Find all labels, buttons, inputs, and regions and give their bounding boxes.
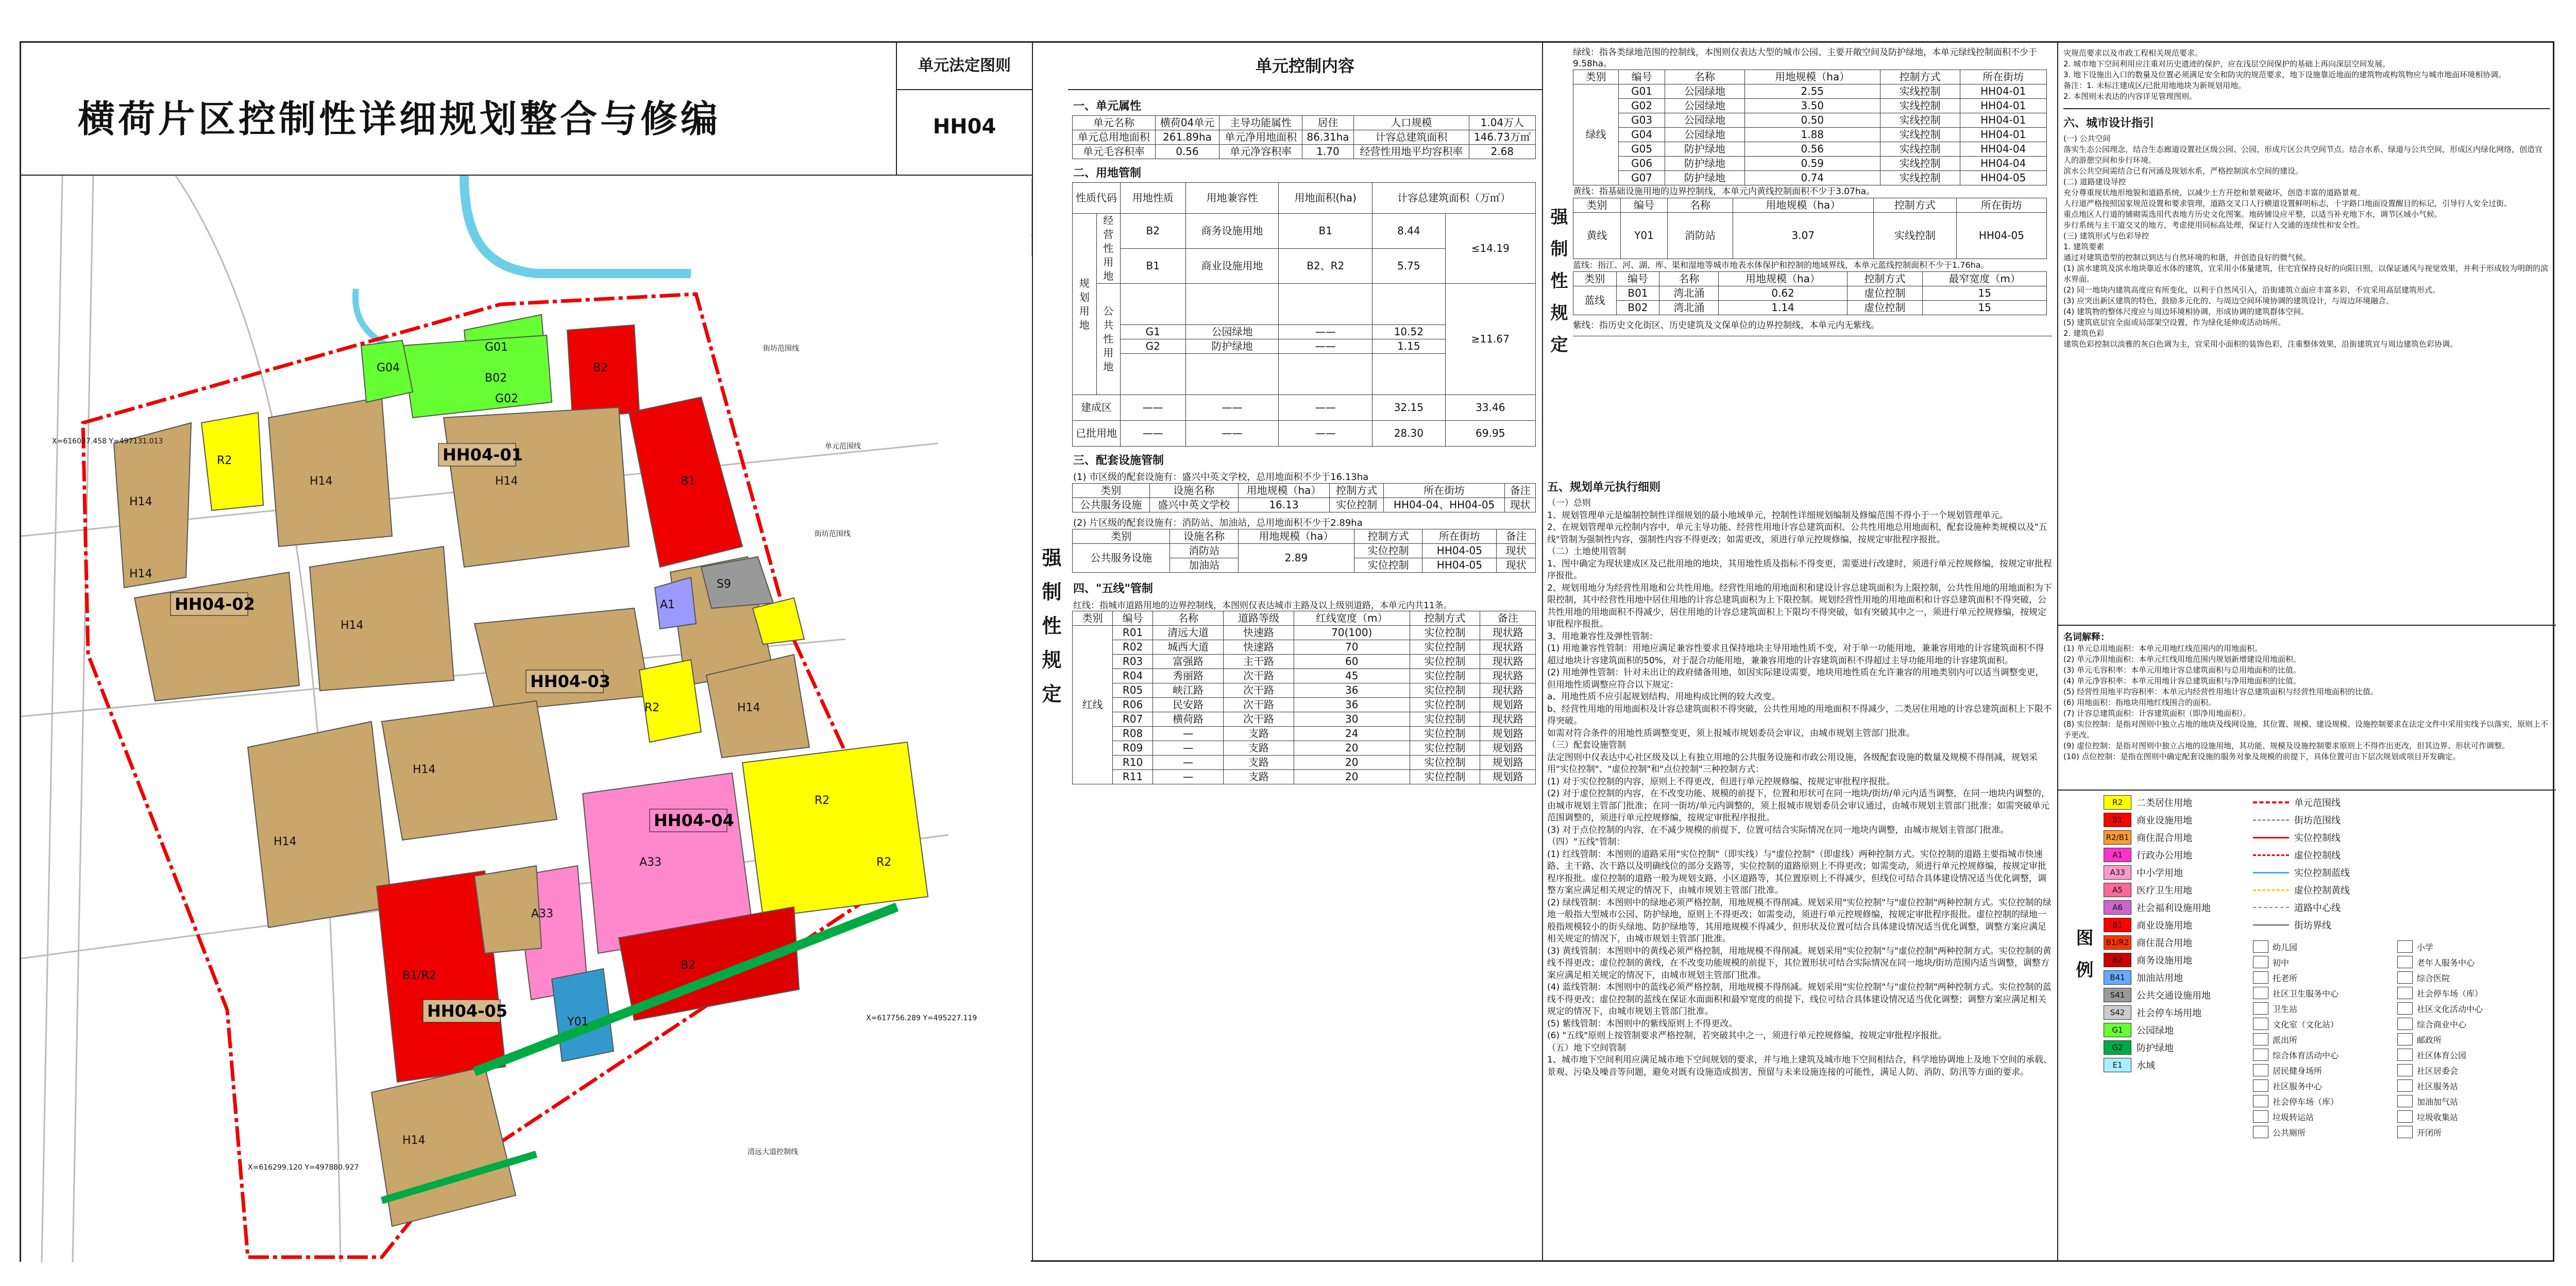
guide-column <box>2057 43 2556 1263</box>
svg-text:H14: H14 <box>402 1134 426 1147</box>
top-text <box>2063 48 2550 102</box>
legend-item-10: B41 加油站用地 <box>2104 969 2248 986</box>
legend-item-2: R2/B1 商住混合用地 <box>2104 829 2248 846</box>
district-label-01: HH04-01 <box>443 445 523 465</box>
rule-18: (1) 红线管制：本图则的道路采用"实位控制"（即实线）与"虚位控制"（即虚线）两种控制方式。实位控制的道路主要指城市快速路、主干路、次干路以及明确线位的部分支路等，实位控制的道路原则上不得更改；如需变动，须进行单元控规修编，按规定审批程序报批。虚位控制的道路一般为规划支路、小区道路等，其位置原则上不得减少，但线位可结合具体建设情况适当优化调整，调整方案应满足相关规定的情况下，由城市规划主管部门批准。 <box>1547 849 2046 896</box>
control-title: 单元控制内容 <box>1068 43 1542 90</box>
legend-item-4: A33 中小学用地 <box>2104 864 2248 881</box>
fac2-table: 类别 设施名称 用地规模（ha） 控制方式 所在街坊 备注 公共服务设施 消防站 2.89 实位控制 HH04-05 现状 加油站 实位控制 HH04-05 现状 <box>1072 529 1536 573</box>
design-line-14: (4) 建筑物的整体尺度应与周边环境相协调，形成协调的建筑群体空间。 <box>2063 307 2309 316</box>
svg-text:X=616037.458 Y=497131.013: X=616037.458 Y=497131.013 <box>52 437 163 445</box>
legend-icon-3: 老年人服务中心 <box>2397 954 2541 970</box>
legend-icon-6: 社区卫生服务中心 <box>2253 985 2397 1001</box>
facility-icon <box>2397 1079 2413 1092</box>
legend-icon-2: 初中 <box>2253 954 2397 970</box>
legend-swatch: B1 <box>2104 813 2131 827</box>
legend-line-4: 实位控制蓝线 <box>2253 864 2387 881</box>
glossary-item-1: (2) 单元净用地面积：本单元红线用地范围内规划新增建设用地面积。 <box>2063 655 2301 664</box>
legend-icon-4: 托老所 <box>2253 970 2397 985</box>
design-line-5: 人行道严格按照国家规范设置和要求管理，道路交叉口人行横道设置鲜明标志，十字路口地面设置醒目的标记，引导行人安全过街。 <box>2063 199 2512 208</box>
design-line-4: 充分尊重现状地形地貌和道路系统，以减少土方开挖和景观破坏，创造丰富的道路景观。 <box>2063 188 2365 197</box>
design-line-1: 落实生态公园理念，结合生态廊道设置社区级公园、公园，形成片区公共空间节点。结合水系、绿道与公共空间，形成区内绿化网络，创造宜人的游憩空间和步行环境。 <box>2063 145 2543 165</box>
glossary-item-9: (10) 点位控制：是指在图则中确定配套设施的服务对象及规模的前提下，具体位置可由下层次规划或项目开发确定。 <box>2063 752 2461 761</box>
glossary-item-0: (1) 单元总用地面积：本单元用地红线范围内的用地面积。 <box>2063 644 2263 653</box>
facility-icon <box>2397 1095 2413 1107</box>
facility-icon <box>2397 971 2413 984</box>
design-line-3: (二) 道路建设导控 <box>2063 177 2126 186</box>
facility-icon <box>2253 1033 2268 1045</box>
legend-swatch: G2 <box>2104 1040 2131 1055</box>
facility-icon <box>2253 1002 2268 1015</box>
facility-icon <box>2253 956 2268 968</box>
facility-icon <box>2397 1002 2413 1015</box>
title-block <box>21 43 897 176</box>
unit-block <box>897 43 1032 176</box>
page-title: 横荷片区控制性详细规划整合与修编 <box>78 97 721 141</box>
legend-line-3: 虚位控制线 <box>2253 846 2387 864</box>
facility-icon <box>2253 987 2268 999</box>
land-use-map[interactable] <box>21 176 1031 1262</box>
legend-icon-16: 居民健身场所 <box>2253 1062 2397 1078</box>
legend-title: 图例 <box>2073 929 2093 992</box>
rule-5: 2、规划用地分为经营性用地和公共性用地。经营性用地的用地面积和建设计容总建筑面积为上限控制，公共性用地的用地面积为下限控制，其中经营性用地中居住用地的计容总建筑面积为上下限控制。规划经营性用地的用地面积和计容总建筑面积不得突破，公共性用地的用地面积不得减少，居住用地的计容总建筑面积上下限均不得突破，如有突破其中之一，须进行单元控规修编，按规定审批程序报批。 <box>1547 582 2052 629</box>
legend-icon-9: 社区文化活动中心 <box>2397 1001 2541 1016</box>
legend-item-6: A6 社会福利设施用地 <box>2104 899 2248 916</box>
facility-icon <box>2253 1079 2268 1092</box>
legend-icon-19: 社区服务站 <box>2397 1078 2541 1093</box>
design-line-17: 建筑色彩控制以淡雅的灰白色调为主，宜采用小面积的装饰色彩，注重整体效果，沿街建筑宜与周边建筑色彩协调。 <box>2063 339 2458 349</box>
design-line-16: 2. 建筑色彩 <box>2063 329 2105 338</box>
facility-icon <box>2397 1110 2413 1123</box>
svg-text:单元范围线: 单元范围线 <box>825 442 861 451</box>
rule-25: 1、城市地下空间利用应满足城市地下空间规划的要求，并与地上建筑及城市地下空间相结合，科学地协调地上及地下空间的承载、景观、污染及噪音等问题，避免对既有设施造成损害，预留与未来设施连接的可能性，满足人防、消防、防汛等方面的要求。 <box>1547 1055 2052 1077</box>
facility-icon <box>2397 1049 2413 1061</box>
land-table: 性质代码 用地性质 用地兼容性 用地面积(ha) 计容总建筑面积（万㎡） 规划用地 经营性用地 B2 商务设施用地 B1 8.44 ≤14.19 B1 商业设施用地 B2、R2 5.75 公共性用地 ≥11.67 G1 公园绿地 —— 10.52 G2 防护绿地 —— 1.15 建成区 —— —— —— 32.15 33.46 已批用地 —— —— —— 28.30 69.95 <box>1072 182 1536 447</box>
legend-icon-8: 卫生站 <box>2253 1001 2397 1016</box>
glossary-item-4: (5) 经营性用地平均容积率：本单元内经营性用地计容总建筑面积与经营性用地面积的比值。 <box>2063 687 2379 696</box>
legend-swatch: A6 <box>2104 900 2131 915</box>
svg-text:B1/R2: B1/R2 <box>402 969 436 982</box>
fac1-title: (1) 市区级的配套设施有：盛兴中英文学校，总用地面积不少于16.13ha <box>1073 472 1369 483</box>
section-1: 一、单元属性 <box>1073 100 1142 113</box>
svg-text:街坊范围线: 街坊范围线 <box>815 530 851 538</box>
blue-table: 类别 编号 名称 用地规模（ha） 控制方式 最窄宽度（m） 蓝线 B01 湾北涌 0.62 虚位控制 15 B02 湾北涌 1.14 虚位控制 15 <box>1573 271 2047 315</box>
svg-text:G02: G02 <box>495 392 519 405</box>
svg-text:B1: B1 <box>681 475 696 488</box>
svg-text:A1: A1 <box>660 598 675 611</box>
unit-code: HH04 <box>933 115 996 139</box>
yellow-table: 类别 编号 名称 用地规模（ha） 控制方式 所在街坊 黄线 Y01 消防站 3.07 实线控制 HH04-05 <box>1573 198 2047 259</box>
legend-icon-22: 垃圾转运站 <box>2253 1109 2397 1124</box>
legend-swatch: A1 <box>2104 848 2131 862</box>
rule-15: (2) 对于虚位控制的内容，在不改变功能、规模的前提下，位置和形状可在同一地块/街坊/单元内适当调整，在同一地块内调整的，由城市规划主管部门批准；在同一街坊/单元内调整的，须上报城市规划委员会审议通过，由城市规划主管部门批准；如需突破单元范围调整的，须进行单元控规修编，按规定审批程序报批。 <box>1547 788 2050 823</box>
district-label-05: HH04-05 <box>427 1001 507 1021</box>
top-line-0: 灾规范要求以及市政工程相关规范要求。 <box>2063 48 2203 58</box>
parcel-r2-b <box>639 660 701 742</box>
rule-23: (6) "五线"原则上按管制要求严格控制，若突破其中之一，须进行单元控规修编，按规定审批程序报批。 <box>1547 1031 1947 1041</box>
glossary-item-7: (8) 实位控制：是指对图则中独立占地的地块及线网设施，其位置、规模、建设规模、设施控制要求在法定文件中采用实线予以落实，原则上不予更改。 <box>2063 719 2549 740</box>
legend-item-5: A5 医疗卫生用地 <box>2104 881 2248 899</box>
legend-swatch: E1 <box>2104 1058 2131 1072</box>
facility-icon <box>2397 987 2413 999</box>
rule-7: (1) 用地兼容性管制：用地应满足兼容性要求且保持地块主导用地性质不变，对于单一功能用地，兼兼容用地的计容建筑面积不得超过地块计容建筑面积的50%，对于混合功能用地，兼兼容用地的计容建筑面积不得超过主导功能用地的计容建筑面积。 <box>1547 643 2044 666</box>
legend-lines <box>2253 794 2387 934</box>
facility-icon <box>2397 940 2413 953</box>
district-label-02: HH04-02 <box>175 594 255 614</box>
legend-swatch: B1/R2 <box>2104 935 2131 950</box>
legend-item-0: R2 二类居住用地 <box>2104 794 2248 811</box>
legend-icon-12: 派出所 <box>2253 1032 2397 1047</box>
svg-text:X=616299.120 Y=497880.927: X=616299.120 Y=497880.927 <box>248 1163 359 1172</box>
legend-icon-5: 综合医院 <box>2397 970 2541 985</box>
legend-icon-17: 社区居委会 <box>2397 1062 2541 1078</box>
rule-2: 2、在规划管理单元控制内容中，单元主导功能、经营性用地计容总建筑面积、公共性用地总用地面积、配套设施种类规模以及"五线"管制为强制性内容，强制性内容不得更改；如需更改，须进行单元控规修编，按规定审批程序报批。 <box>1547 522 2047 545</box>
top-line-4: 2. 本图则未表达的内容详见管理图则。 <box>2063 92 2197 101</box>
legend-item-7: B1 商业设施用地 <box>2104 916 2248 934</box>
mandatory-label-2: 强制性规定 <box>1547 208 1568 367</box>
legend-line-2: 实位控制线 <box>2253 829 2387 846</box>
top-line-3: 备注：1. 未标注建成区/已批用地地块为新规划用地。 <box>2063 81 2246 90</box>
facility-icon <box>2253 1095 2268 1107</box>
red-desc: 红线：指城市道路用地的边界控制线，本图则仅表达城市主路及以上级别道路，本单元内共11条。 <box>1073 601 1452 611</box>
section-6: 六、城市设计指引 <box>2063 108 2550 130</box>
facility-icon <box>2397 956 2413 968</box>
fac2-title: (2) 片区级的配套设施有：消防站、加油站，总用地面积不少于2.89ha <box>1073 518 1363 528</box>
design-line-15: (5) 建筑底层宜全面或局部架空设置，作为绿化延伸或活动场所。 <box>2063 318 2286 327</box>
red-table: 类别 编号 名称 道路等级 红线宽度（m） 控制方式 备注 红线 R01 清远大道 快速路 70(100) 实位控制 现状路 R02 城西大道 快速路 70 实位控制 现状路 R03 富强路 主干路 60 实位控制 现状路 R04 秀丽路 次干路 45 实位控制 现状路 R05 峡江路 次干路 36 实位控制 现状路 R06 民安路 次干路 36 实位控制 规划路 R07 横荷路 次干路 30 实位控制 现状路 R08 — 支路 24 实位控制 规划路 R09 — 支路 20 实位控制 规划路 R10 — 支路 20 实位控制 规划路 R11 — 支路 20 实位控制 规划路 <box>1072 611 1536 784</box>
svg-text:街坊范围线: 街坊范围线 <box>763 345 799 353</box>
glossary-text <box>2063 643 2550 762</box>
svg-text:R2: R2 <box>815 794 830 807</box>
parcel-r2-c <box>742 742 928 917</box>
facility-icon <box>2397 1126 2413 1138</box>
legend-icon-20: 社会停车场（库） <box>2253 1093 2397 1109</box>
top-line-1: 2. 城市地下空间利用应注重对历史遗迹的保护，应在浅层空间保护的基础上再向深层空间发展。 <box>2063 59 2391 68</box>
legend-icon-21: 加油加气站 <box>2397 1093 2541 1109</box>
top-line-2: 3. 地下设施出入口的数量及位置必须满足安全和防灾的规范要求，地下设施靠近地面的建筑物或构筑物应与城市地面环境相协调。 <box>2063 70 2506 79</box>
glossary-item-8: (9) 虚位控制：是指对图则中独立占地的设施用地，其功能、规模及设施控制要求原则上不得作出更改，但其边界、形状可作调整。 <box>2063 741 2510 750</box>
district-label-04: HH04-04 <box>654 811 734 830</box>
rule-9: a、用地性质不应引起规划结构、用地构成比例的较大改变。 <box>1547 692 1781 702</box>
facility-icon <box>2253 1049 2268 1061</box>
legend-icon-11: 综合商业中心 <box>2397 1016 2541 1032</box>
legend-icon-15: 社区体育公园 <box>2397 1047 2541 1062</box>
rules-text <box>1547 498 2052 1078</box>
section-5: 五、规划单元执行细则 <box>1547 481 1661 494</box>
rule-3: （二）土地使用管制 <box>1547 546 1626 557</box>
svg-text:Y01: Y01 <box>567 1016 589 1028</box>
glossary-item-3: (4) 单元净容积率：本单元用地计容总建筑面积与净用地面积的比值。 <box>2063 676 2301 685</box>
rule-1: 1、规划管理单元是编制控制性详细规划的最小地域单元，控制性详细规划编制及修编范围不得小于一个规划管理单元。 <box>1547 510 2008 521</box>
legend-icon-1: 小学 <box>2397 939 2541 954</box>
facility-icon <box>2253 1126 2268 1138</box>
rule-4: 1、图中确定为现状建成区及已批用地的地块，其用地性质及指标不得变更，需要进行改建时，须进行单元控规修编，按规定审批程序报批。 <box>1547 558 2052 581</box>
legend-swatch: G1 <box>2104 1023 2131 1037</box>
svg-text:A33: A33 <box>531 907 554 920</box>
svg-text:H14: H14 <box>737 701 760 714</box>
design-text <box>2063 133 2550 350</box>
legend-swatch: B2 <box>2104 953 2131 967</box>
section-2: 二、用地管制 <box>1073 167 1142 180</box>
parcel-r2-a <box>201 413 263 510</box>
rule-24: （五）地下空间管制 <box>1547 1042 1626 1053</box>
facility-icon <box>2397 1064 2413 1076</box>
legend-item-11: S41 公共交通设施用地 <box>2104 986 2248 1004</box>
legend-swatch: B1 <box>2104 918 2131 932</box>
legend-line-7: 街坊界线 <box>2253 916 2387 934</box>
district-label-03: HH04-03 <box>530 672 611 691</box>
attr-table: 单元名称 横荷04单元 主导功能属性 居住 人口规模 1.04万人 单元总用地面积 261.89ha 单元净用地面积 86.31ha 计容总建筑面积 146.73万㎡ 单元毛容积率 0.56 单元净容积率 1.70 经营性用地平均容积率 2.68 <box>1072 115 1536 159</box>
svg-text:X=617756.289 Y=495227.119: X=617756.289 Y=495227.119 <box>866 1014 977 1022</box>
plan-type: 单元法定图则 <box>897 43 1032 90</box>
svg-text:S9: S9 <box>717 578 731 591</box>
svg-text:H14: H14 <box>310 475 333 488</box>
rule-11: 如需对符合条件的用地性质调整变更，须上报城市规划委员会审议，由城市规划主管部门批准。 <box>1547 728 1915 739</box>
svg-text:H14: H14 <box>495 475 518 488</box>
legend-item-1: B1 商业设施用地 <box>2104 811 2248 829</box>
legend-icon-18: 社区服务中心 <box>2253 1078 2397 1093</box>
legend-icon-7: 社会停车场（库） <box>2397 985 2541 1001</box>
green-desc: 绿线：指各类绿地范围的控制线，本图则仅表达大型的城市公园、主要开敞空间及防护绿地，本单元绿线控制面积不少于9.58ha。 <box>1573 47 2037 69</box>
design-line-12: (2) 同一地块内建筑高度应有所变化，以利于自然风引入，沿街建筑立面应丰富多彩，不宜采用高层建筑形式。 <box>2063 285 2441 295</box>
legend-item-12: S42 社会停车场用地 <box>2104 1004 2248 1021</box>
rule-0: （一）总则 <box>1547 498 1591 508</box>
svg-text:B2: B2 <box>593 362 608 374</box>
legend-item-14: G2 防护绿地 <box>2104 1039 2248 1056</box>
svg-text:H14: H14 <box>274 835 297 848</box>
yellow-desc: 黄线：指基础设施用地的边界控制线，本单元内黄线控制面积不少于3.07ha。 <box>1573 186 1875 197</box>
svg-text:R2: R2 <box>645 701 660 714</box>
mandatory-label: 强制性规定 <box>1039 547 1061 717</box>
svg-text:R2: R2 <box>876 856 892 869</box>
svg-text:H14: H14 <box>341 619 364 632</box>
green-table: 类别 编号 名称 用地规模（ha） 控制方式 所在街坊 绿线 G01 公园绿地 2.55 实线控制 HH04-01 G02 公园绿地 3.50 实线控制 HH04-01 G03 公园绿地 0.50 实线控制 HH04-01 G04 公园绿地 1.88 实线控制 HH04-01 G05 防护绿地 0.56 实线控制 HH04-04 G06 防护绿地 0.59 实线控制 HH04-04 G07 防护绿地 0.74 实线控制 HH04-05 <box>1573 70 2047 185</box>
facility-icon <box>2253 971 2268 984</box>
facility-icon <box>2253 940 2268 953</box>
legend-icon-25: 开闭所 <box>2397 1124 2541 1140</box>
svg-text:清远大道控制线: 清远大道控制线 <box>748 1148 798 1156</box>
rule-14: (1) 对于实位控制的内容，原则上不得更改，但进行单元控规修编、按规定审批程序报批。 <box>1547 776 1895 787</box>
blue-desc: 蓝线：指江、河、湖、库、渠和湿地等城市地表水体保护和控制的地域界线，本单元蓝线控制面积不少于1.76ha。 <box>1573 260 1989 270</box>
legend-swatch: S41 <box>2104 988 2131 1002</box>
facility-icon <box>2253 1018 2268 1030</box>
svg-text:H14: H14 <box>129 495 152 508</box>
svg-text:A33: A33 <box>639 856 662 869</box>
rule-13: 法定图则中仅表达中心社区级及以上有独立用地的公共服务设施和市政公用设施，各级配套设施的数量及规模不得削减，规划采用"实位控制"、"虚位控制"和"点位控制"三种控制方式： <box>1547 752 2038 775</box>
legend-swatch: S42 <box>2104 1005 2131 1020</box>
legend-line-0: 单元范围线 <box>2253 794 2387 811</box>
svg-text:G04: G04 <box>377 362 400 374</box>
design-line-9: 1. 建筑要素 <box>2063 242 2105 251</box>
legend-item-15: E1 水域 <box>2104 1056 2248 1074</box>
legend-line-5: 虚位控制黄线 <box>2253 881 2387 899</box>
section-4: 四、"五线"管制 <box>1073 582 1153 595</box>
legend-icon-23: 垃圾收集站 <box>2397 1109 2541 1124</box>
legend-icon-14: 综合体育活动中心 <box>2253 1047 2397 1062</box>
legend-swatch: R2/B1 <box>2104 830 2131 845</box>
facility-icon <box>2397 1033 2413 1045</box>
legend-icon-13: 邮政所 <box>2397 1032 2541 1047</box>
rule-20: (3) 黄线管制：本图则中的黄线必须严格控制，用地规模不得削减。规划采用"实位控制"与"虚位控制"两种控制方式。实位控制的黄线不得更改；虚位控制的黄线，在不改变功能规模的前提下，其位置形状可结合实际情况在同一地块/街坊范围内适当调整，调整方案应满足相关规定的情况下，由城市规划主管部门批准。 <box>1547 946 2052 981</box>
design-line-0: (一) 公共空间 <box>2063 134 2111 143</box>
legend-item-13: G1 公园绿地 <box>2104 1021 2248 1039</box>
legend-icon-0: 幼儿园 <box>2253 939 2397 954</box>
legend-icon-24: 公共厕所 <box>2253 1124 2397 1140</box>
design-line-8: (三) 建筑形式与色彩导控 <box>2063 231 2149 241</box>
rule-21: (4) 蓝线管制：本图则中的蓝线必须严格控制，用地规模不得削减。规划采用"实位控制"与"虚位控制"两种控制方式。实位控制的蓝线不得更改；虚位控制的蓝线在保证水面面积和最窄宽度的前提下，线位可结合具体建设情况适当优化调整；调整方案应满足相关规定的情况下，由城市规划主管部门批准。 <box>1547 982 2052 1017</box>
design-line-7: 步行系统与主干道交叉的地方，考虑使用同标高处理，保证行人交通的连续性和安全性。 <box>2063 220 2365 230</box>
legend-line-1: 街坊范围线 <box>2253 811 2387 829</box>
glossary-item-6: (7) 计容总建筑面积：计容建筑面积（即净用地面积）。 <box>2063 709 2251 718</box>
svg-text:B2: B2 <box>681 959 696 972</box>
design-line-11: (1) 滨水建筑及滨水地块靠近水体的建筑，宜采用小体量建筑，住宅宜保持良好的向阳日照，以保证通风与视觉效果，并利于形成较为明朗的滨水界面。 <box>2063 264 2549 284</box>
purple-desc: 紫线：指历史文化街区、历史建筑及文保单位的边界控制线，本单元内无紫线。 <box>1573 315 2052 336</box>
svg-text:B02: B02 <box>485 372 507 385</box>
rule-10: b、经营性用地的用地面积及计容总建筑面积不得突破，公共性用地的用地面积不得减少，二类居住用地的计容总建筑面积上下限不得突破。 <box>1547 704 2052 726</box>
rule-8: (2) 用地弹性管制：针对未出让的政府储备用地，如因实际建设需要，地块用地性质在允许兼容的用地类别内可以适当调整变更，但用地性质调整应符合以下规定： <box>1547 667 2044 690</box>
parcel-y01 <box>552 969 614 1061</box>
design-line-2: 滨水公共空间需结合已有河涌及规划水系，严格控制滨水空间的建设。 <box>2063 166 2303 176</box>
section-3: 三、配套设施管制 <box>1073 454 1164 467</box>
legend-icon-10: 文化室（文化站） <box>2253 1016 2397 1032</box>
parcel-h14-a <box>114 423 191 588</box>
svg-text:H14: H14 <box>129 568 152 580</box>
design-line-6: 重点地区人行道的铺砌需选用代表地方历史文化图案。地砖铺设应平整，以适当补充地下水，调节区域小气候。 <box>2063 210 2443 219</box>
legend-swatch: A5 <box>2104 883 2131 897</box>
plan-sheet <box>20 41 2554 1262</box>
rule-17: （四）"五线"管制： <box>1547 837 1625 847</box>
control-column <box>1032 43 1542 1263</box>
rule-19: (2) 绿线管制：本图则中的绿地必须严格控制，用地规模不得削减。规划采用"实位控制"与"虚位控制"两种控制方式。实位控制的绿地一般指大型城市公园、防护绿地，原则上不得更改；如需变动，须进行单元控规修编，按规定审批程序报批。虚位控制的绿地一般指规模较小的街头绿地、防护绿地等，其用地规模不得减少，但形状及位置可结合具体建设情况适当优化调整，调整方案应满足相关规定的情况下，由城市规划主管部门批准。 <box>1547 897 2052 944</box>
legend-swatch: R2 <box>2104 795 2131 810</box>
legend-item-9: B2 商务设施用地 <box>2104 951 2248 969</box>
design-line-10: 通过对建筑造型的控制以到达与自然环境的和谐，并创造良好的微气候。 <box>2063 253 2311 262</box>
svg-text:R2: R2 <box>217 454 232 467</box>
rule-12: （三）配套设施管制 <box>1547 740 1626 750</box>
facility-icon <box>2253 1064 2268 1076</box>
glossary-item-5: (6) 用地面积：指地块用地红线围合的面积。 <box>2063 698 2216 707</box>
rule-6: 3、用地兼容性及弹性管制： <box>1547 631 1658 642</box>
facility-icon <box>2253 1110 2268 1123</box>
legend-item-3: A1 行政办公用地 <box>2104 846 2248 864</box>
svg-text:G01: G01 <box>485 341 509 354</box>
rule-22: (5) 紫线管制：本图则中的紫线原则上不得更改。 <box>1547 1018 1738 1029</box>
glossary-title: 名词解释： <box>2063 632 2110 643</box>
legend-swatch: A33 <box>2104 865 2131 880</box>
legend-item-8: B1/R2 商住混合用地 <box>2104 934 2248 951</box>
legend-swatch: B41 <box>2104 970 2131 985</box>
rule-16: (3) 对于点位控制的内容，在不减少规模的前提下，位置可结合实际情况在同一地块内调整，由城市规划主管部门批准。 <box>1547 825 2009 835</box>
glossary-item-2: (3) 单元毛容积率：本单元用地计容总建筑面积与总用地面积的比值。 <box>2063 665 2301 675</box>
fac1-table: 类别 设施名称 用地规模（ha） 控制方式 所在街坊 备注 公共服务设施 盛兴中英文学校 16.13 实位控制 HH04-04、HH04-05 现状 <box>1072 483 1536 512</box>
legend-line-6: 道路中心线 <box>2253 899 2387 916</box>
facility-icon <box>2397 1018 2413 1030</box>
legend-fills <box>2104 794 2248 1074</box>
design-line-13: (3) 应突出新区建筑的特色，鼓励多元化的、与周边空间环境协调的建筑设计，与周边环境融合。 <box>2063 296 2394 305</box>
lines-column <box>1542 43 2057 1263</box>
svg-text:H14: H14 <box>413 763 436 776</box>
legend-icons <box>2253 939 2541 1140</box>
